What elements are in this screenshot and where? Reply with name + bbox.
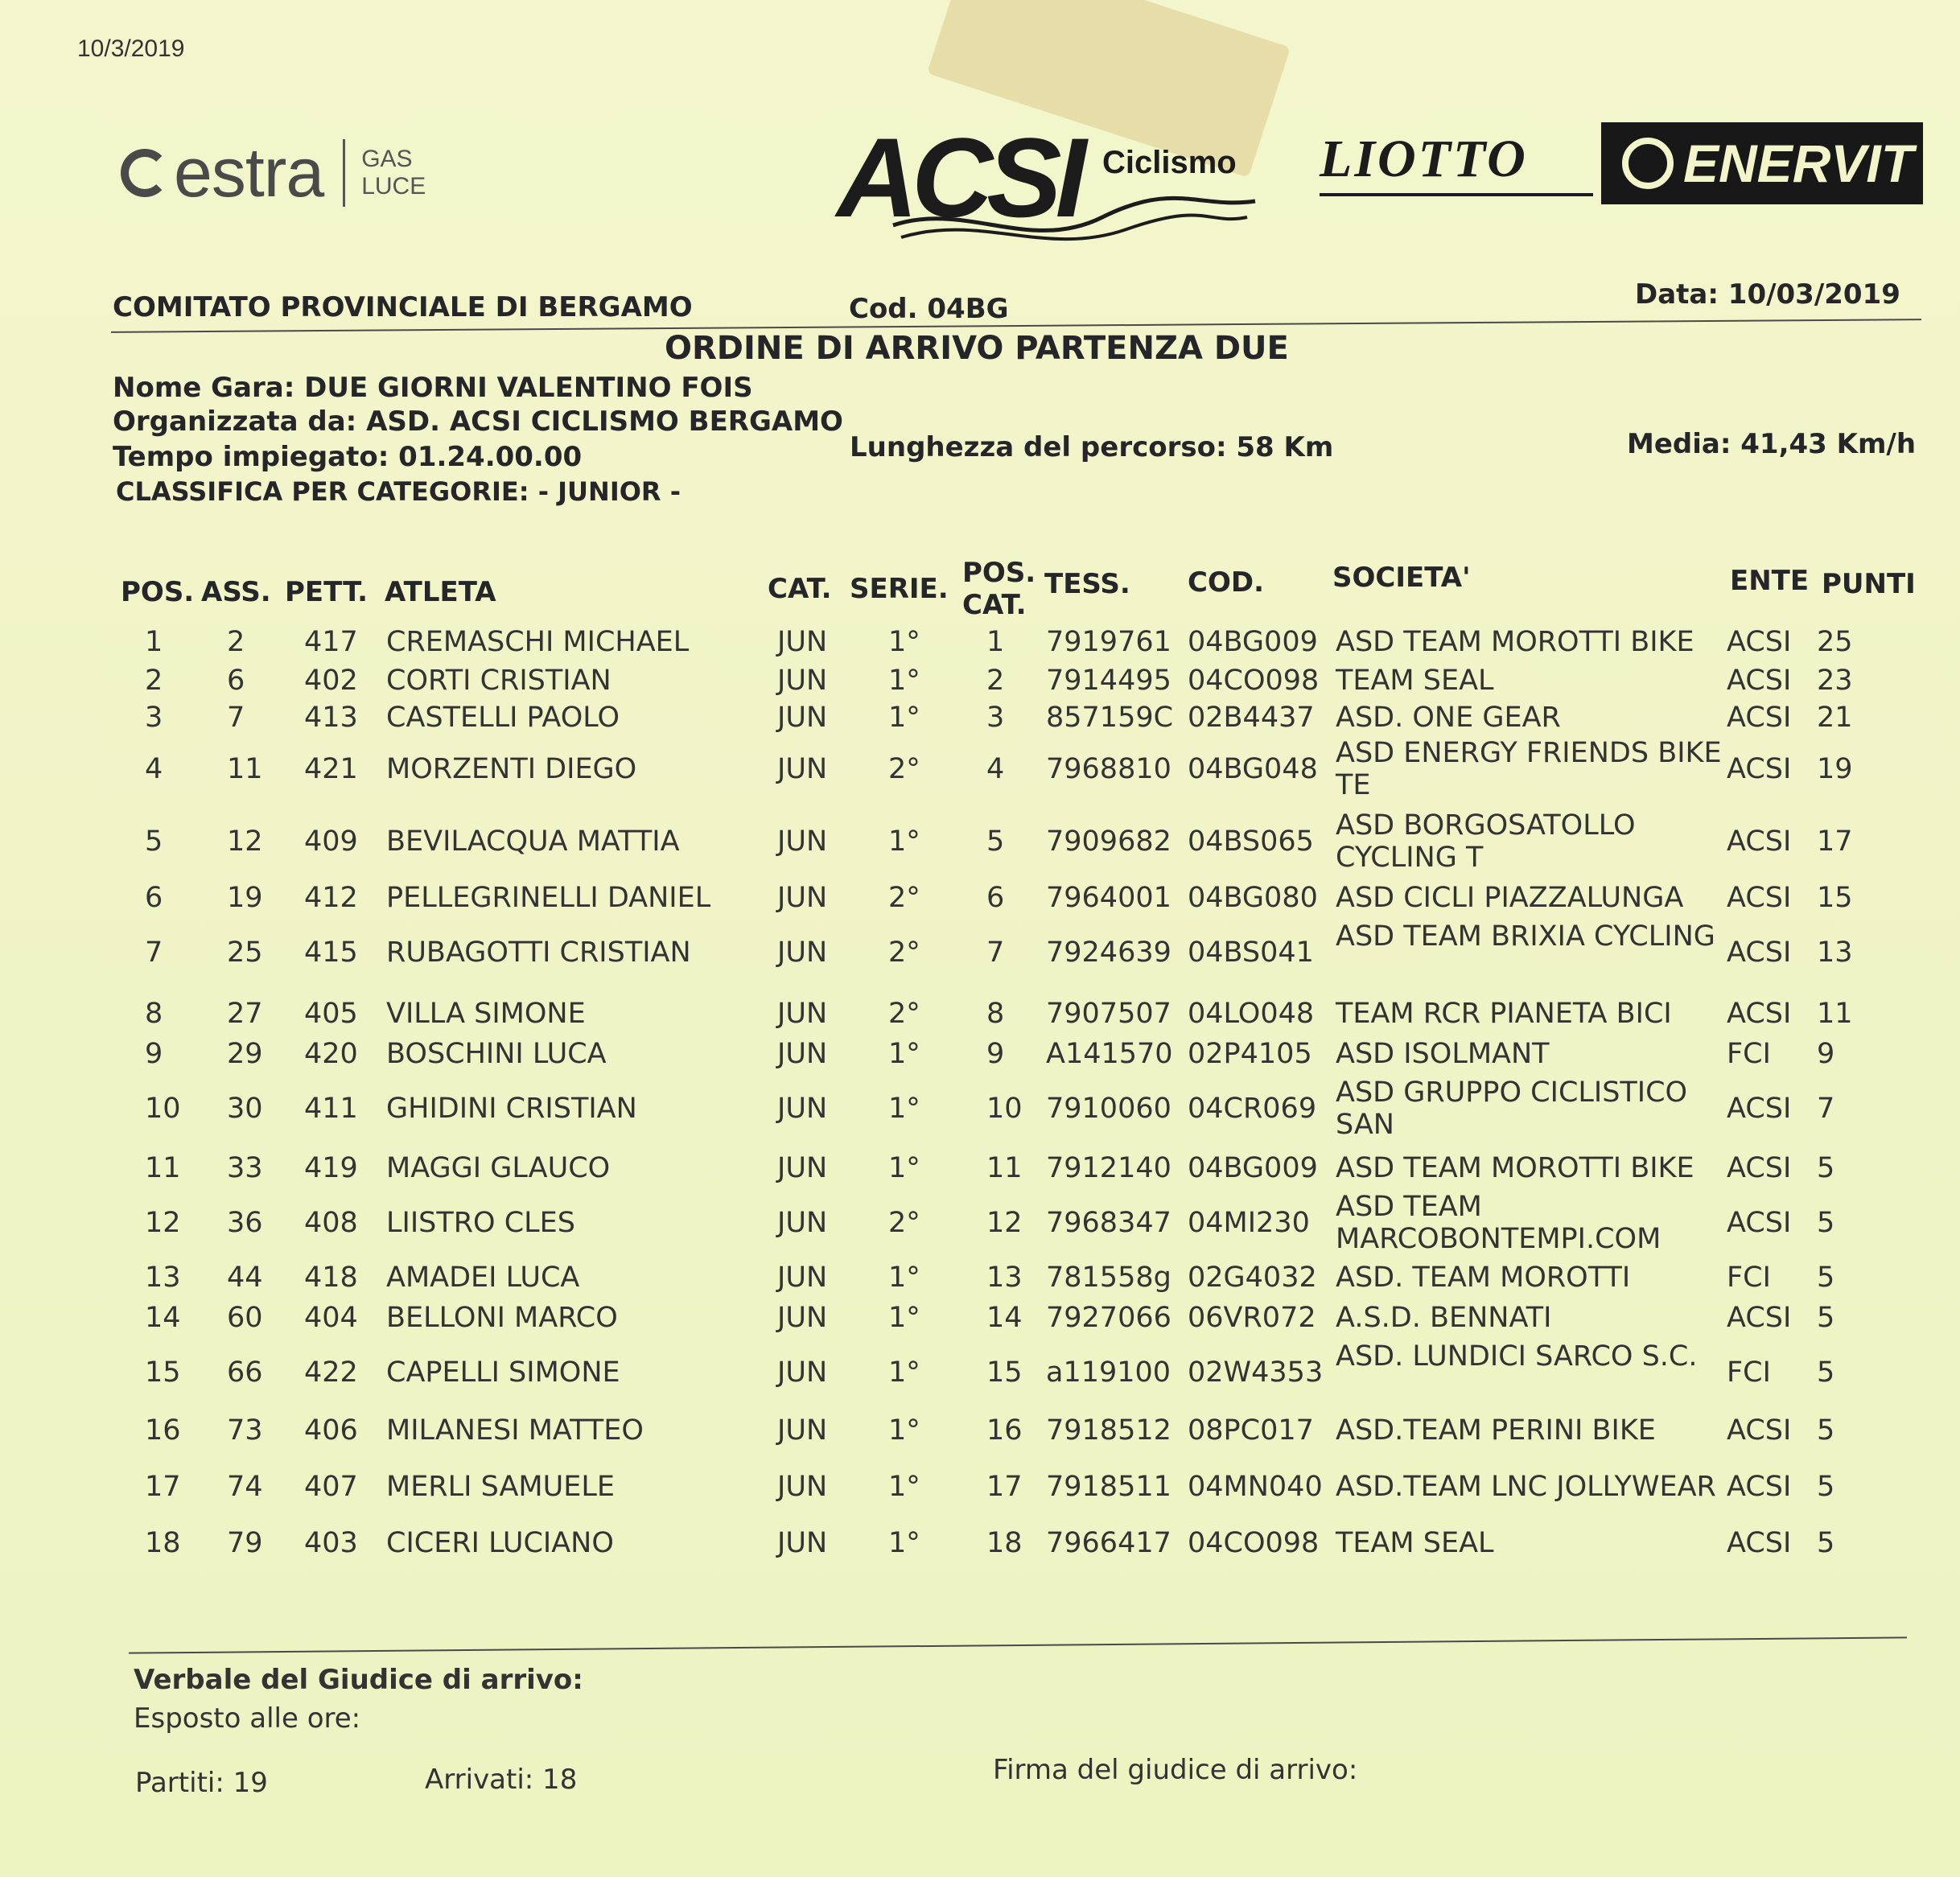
table-row [0, 920, 1960, 1004]
cell-ass: 60 [227, 1302, 263, 1334]
cell-cod: 02P4105 [1188, 1038, 1312, 1070]
cell-ente: ACSI [1727, 825, 1792, 858]
cell-cod: 04BS041 [1188, 936, 1314, 969]
cell-ente: FCI [1727, 1262, 1771, 1294]
cell-ente: ACSI [1727, 665, 1792, 697]
cell-atleta: BEVILACQUA MATTIA [386, 825, 680, 858]
cell-pos-cat: 4 [986, 753, 1005, 785]
cell-pos: 11 [145, 1152, 181, 1184]
cell-pett: 408 [304, 1207, 358, 1239]
cell-pett: 404 [304, 1302, 358, 1334]
col-ass: ASS. [201, 576, 271, 608]
cell-pos: 1 [145, 626, 163, 658]
cell-pett: 412 [304, 882, 358, 914]
cell-pett: 402 [304, 665, 358, 697]
judge-signature-label: Firma del giudice di arrivo: [993, 1754, 1358, 1786]
cell-societa: ASD TEAM MOROTTI BIKE [1336, 626, 1694, 658]
cell-pos: 13 [145, 1262, 181, 1294]
cell-cod: 02B4437 [1188, 702, 1315, 734]
posted-at-label: Esposto alle ore: [134, 1702, 361, 1735]
cell-pos-cat: 12 [986, 1207, 1023, 1239]
cell-pett: 418 [304, 1262, 358, 1294]
starters-count: Partiti: 19 [135, 1767, 268, 1799]
committee-code: Cod. 04BG [849, 293, 1009, 325]
cell-ass: 30 [227, 1093, 263, 1125]
cell-cod: 04BG009 [1188, 626, 1318, 658]
cell-pos: 3 [145, 702, 163, 734]
race-time: Tempo impiegato: 01.24.00.00 [113, 441, 583, 473]
cell-cat: JUN [777, 665, 828, 697]
cell-societa: ASD ISOLMANT [1336, 1038, 1550, 1070]
cell-pett: 406 [304, 1414, 358, 1447]
cell-pos: 6 [145, 882, 163, 914]
cell-tess: 7964001 [1046, 882, 1171, 914]
cell-cat: JUN [777, 1414, 828, 1447]
cell-punti: 5 [1817, 1152, 1835, 1184]
cell-punti: 5 [1817, 1262, 1835, 1294]
col-ente: ENTE [1730, 565, 1810, 597]
cell-ass: 19 [227, 882, 263, 914]
print-date: 10/3/2019 [77, 35, 185, 62]
estra-logo [121, 129, 483, 217]
race-name: Nome Gara: DUE GIORNI VALENTINO FOIS [113, 372, 753, 404]
cell-ass: 27 [227, 998, 263, 1030]
cell-ass: 25 [227, 936, 263, 969]
cell-societa: TEAM SEAL [1336, 665, 1494, 697]
cell-cat: JUN [777, 1038, 828, 1070]
cell-cod: 04BG048 [1188, 753, 1318, 785]
cell-pos-cat: 13 [986, 1262, 1023, 1294]
cell-cat: JUN [777, 825, 828, 858]
race-average: Media: 41,43 Km/h [1627, 428, 1917, 460]
cell-serie: 2° [888, 936, 920, 969]
cell-pos-cat: 16 [986, 1414, 1023, 1447]
cell-cat: JUN [777, 936, 828, 969]
cell-ente: ACSI [1727, 1471, 1792, 1503]
cell-atleta: RUBAGOTTI CRISTIAN [386, 936, 691, 969]
cell-pos: 12 [145, 1207, 181, 1239]
cell-cod: 04BS065 [1188, 825, 1314, 858]
cell-ass: 66 [227, 1356, 263, 1389]
estra-wordmark: estra [174, 134, 324, 212]
cell-ass: 12 [227, 825, 263, 858]
cell-punti: 7 [1817, 1093, 1835, 1125]
cell-serie: 1° [888, 1302, 920, 1334]
cell-serie: 1° [888, 1471, 920, 1503]
cell-ente: ACSI [1727, 882, 1792, 914]
cell-ente: ACSI [1727, 1414, 1792, 1447]
cell-punti: 5 [1817, 1471, 1835, 1503]
cell-cod: 04CO098 [1188, 1527, 1320, 1559]
cell-serie: 1° [888, 1093, 920, 1125]
cell-serie: 2° [888, 1207, 920, 1239]
col-cod: COD. [1188, 566, 1264, 599]
cell-atleta: BOSCHINI LUCA [386, 1038, 607, 1070]
cell-pos-cat: 9 [986, 1038, 1005, 1070]
cell-ass: 74 [227, 1471, 263, 1503]
cell-cat: JUN [777, 1262, 828, 1294]
cell-punti: 25 [1817, 626, 1853, 658]
cell-pos: 5 [145, 825, 163, 858]
cell-pos: 7 [145, 936, 163, 969]
cell-societa: ASD. LUNDICI SARCO S.C. [1336, 1340, 1698, 1373]
cell-tess: 7918512 [1046, 1414, 1171, 1447]
cell-ass: 36 [227, 1207, 263, 1239]
cell-cod: 04MN040 [1188, 1471, 1323, 1503]
cell-ente: ACSI [1727, 1093, 1792, 1125]
cell-atleta: CREMASCHI MICHAEL [386, 626, 690, 658]
cell-serie: 1° [888, 1414, 920, 1447]
cell-societa: ASD CICLI PIAZZALUNGA [1336, 882, 1684, 914]
cell-cod: 04MI230 [1188, 1207, 1310, 1239]
cell-serie: 1° [888, 665, 920, 697]
sheet-date: Data: 10/03/2019 [1635, 278, 1900, 311]
cell-punti: 17 [1817, 825, 1853, 858]
cell-ente: ACSI [1727, 998, 1792, 1030]
cell-cod: 04BG009 [1188, 1152, 1318, 1184]
cell-punti: 5 [1817, 1207, 1835, 1239]
race-length: Lunghezza del percorso: 58 Km [850, 431, 1334, 463]
cell-tess: 7919761 [1046, 626, 1171, 658]
acsi-logo [821, 113, 1271, 249]
cell-ente: FCI [1727, 1356, 1771, 1389]
cell-tess: 7918511 [1046, 1471, 1171, 1503]
cell-pett: 422 [304, 1356, 358, 1389]
cell-cod: 06VR072 [1188, 1302, 1316, 1334]
cell-pos: 14 [145, 1302, 181, 1334]
enervit-logo [1601, 122, 1923, 204]
cell-pett: 419 [304, 1152, 358, 1184]
cell-pos: 16 [145, 1414, 181, 1447]
cell-ente: ACSI [1727, 626, 1792, 658]
cell-serie: 1° [888, 1152, 920, 1184]
cell-pos-cat: 3 [986, 702, 1005, 734]
cell-serie: 2° [888, 882, 920, 914]
cell-ente: ACSI [1727, 1302, 1792, 1334]
cell-punti: 19 [1817, 753, 1853, 785]
cell-pos-cat: 14 [986, 1302, 1023, 1334]
col-pos-cat-bottom: CAT. [962, 589, 1027, 621]
cell-pos-cat: 2 [986, 665, 1005, 697]
cell-pett: 420 [304, 1038, 358, 1070]
cell-tess: 7909682 [1046, 825, 1171, 858]
cell-serie: 1° [888, 825, 920, 858]
acsi-swirl-icon [821, 113, 1271, 249]
cell-atleta: CICERI LUCIANO [386, 1527, 614, 1559]
col-pett: PETT. [285, 576, 369, 608]
cell-atleta: MILANESI MATTEO [386, 1414, 644, 1447]
cell-serie: 1° [888, 1262, 920, 1294]
estra-subtitle [361, 146, 426, 200]
cell-serie: 2° [888, 998, 920, 1030]
cell-tess: 7924639 [1046, 936, 1171, 969]
cell-societa: ASD. ONE GEAR [1336, 702, 1561, 734]
cell-atleta: VILLA SIMONE [386, 998, 586, 1030]
cell-cod: 02W4353 [1188, 1356, 1324, 1389]
cell-pos: 18 [145, 1527, 181, 1559]
cell-punti: 5 [1817, 1302, 1835, 1334]
cell-societa: ASD TEAM MARCOBONTEMPI.COM [1336, 1191, 1661, 1255]
cell-cat: JUN [777, 753, 828, 785]
col-tess: TESS. [1044, 568, 1130, 600]
cell-pett: 417 [304, 626, 358, 658]
estra-mark-icon [121, 149, 169, 197]
cell-tess: 7968347 [1046, 1207, 1171, 1239]
cell-ass: 6 [227, 665, 245, 697]
cell-tess: 7910060 [1046, 1093, 1171, 1125]
cell-cat: JUN [777, 1207, 828, 1239]
race-organizer: Organizzata da: ASD. ACSI CICLISMO BERGAMO [113, 405, 843, 438]
cell-cat: JUN [777, 882, 828, 914]
cell-pos-cat: 6 [986, 882, 1005, 914]
footer-rule [129, 1636, 1907, 1653]
cell-ass: 73 [227, 1414, 263, 1447]
cell-serie: 1° [888, 1527, 920, 1559]
cell-ente: ACSI [1727, 702, 1792, 734]
cell-societa: TEAM RCR PIANETA BICI [1336, 998, 1672, 1030]
race-classification: CLASSIFICA PER CATEGORIE: - JUNIOR - [116, 476, 681, 507]
committee-name: COMITATO PROVINCIALE DI BERGAMO [113, 291, 693, 323]
cell-punti: 21 [1817, 702, 1853, 734]
cell-cat: JUN [777, 1302, 828, 1334]
cell-ass: 29 [227, 1038, 263, 1070]
cell-pos-cat: 8 [986, 998, 1005, 1030]
cell-pos-cat: 1 [986, 626, 1005, 658]
cell-pos: 10 [145, 1093, 181, 1125]
col-serie: SERIE. [850, 573, 949, 605]
cell-pett: 413 [304, 702, 358, 734]
acsi-subtitle: Ciclismo [1102, 145, 1237, 180]
cell-tess: a119100 [1046, 1356, 1171, 1389]
cell-ass: 44 [227, 1262, 263, 1294]
cell-societa: A.S.D. BENNATI [1336, 1302, 1552, 1334]
cell-ass: 2 [227, 626, 245, 658]
cell-atleta: PELLEGRINELLI DANIEL [386, 882, 711, 914]
cell-pos: 9 [145, 1038, 163, 1070]
liotto-logo: LIOTTO [1320, 129, 1593, 196]
table-row [0, 1076, 1960, 1160]
cell-ente: ACSI [1727, 753, 1792, 785]
cell-serie: 1° [888, 1038, 920, 1070]
col-societa: SOCIETA' [1332, 562, 1471, 594]
cell-societa: ASD BORGOSATOLLO CYCLING T [1336, 809, 1636, 874]
cell-cod: 04LO048 [1188, 998, 1315, 1030]
cell-cat: JUN [777, 1093, 828, 1125]
cell-ente: FCI [1727, 1038, 1771, 1070]
cell-cat: JUN [777, 626, 828, 658]
cell-pos: 8 [145, 998, 163, 1030]
cell-cat: JUN [777, 1356, 828, 1389]
col-pos: POS. [121, 576, 195, 608]
cell-pos-cat: 18 [986, 1527, 1023, 1559]
cell-ass: 7 [227, 702, 245, 734]
cell-atleta: CORTI CRISTIAN [386, 665, 611, 697]
cell-societa: ASD TEAM MOROTTI BIKE [1336, 1152, 1694, 1184]
cell-tess: 857159C [1046, 702, 1174, 734]
cell-atleta: MAGGI GLAUCO [386, 1152, 611, 1184]
cell-punti: 5 [1817, 1414, 1835, 1447]
cell-pett: 405 [304, 998, 358, 1030]
cell-societa: ASD.TEAM LNC JOLLYWEAR [1336, 1471, 1716, 1503]
cell-punti: 9 [1817, 1038, 1835, 1070]
col-atleta: ATLETA [385, 576, 496, 608]
cell-punti: 5 [1817, 1356, 1835, 1389]
cell-pos-cat: 11 [986, 1152, 1023, 1184]
cell-ass: 11 [227, 753, 263, 785]
cell-pos: 17 [145, 1471, 181, 1503]
estra-sub-gas: GAS [361, 146, 413, 172]
cell-serie: 1° [888, 626, 920, 658]
cell-pett: 407 [304, 1471, 358, 1503]
cell-ente: ACSI [1727, 1152, 1792, 1184]
cell-cod: 02G4032 [1188, 1262, 1317, 1294]
cell-atleta: CASTELLI PAOLO [386, 702, 620, 734]
cell-cod: 04CO098 [1188, 665, 1320, 697]
cell-pett: 403 [304, 1527, 358, 1559]
finishers-count: Arrivati: 18 [425, 1764, 578, 1796]
cell-punti: 13 [1817, 936, 1853, 969]
col-cat: CAT. [768, 573, 832, 605]
cell-punti: 23 [1817, 665, 1853, 697]
cell-cat: JUN [777, 1152, 828, 1184]
cell-societa: ASD GRUPPO CICLISTICO SAN [1336, 1076, 1688, 1141]
acsi-wordmark: ACSI [837, 114, 1081, 241]
cell-pos-cat: 5 [986, 825, 1005, 858]
cell-cod: 04CR069 [1188, 1093, 1317, 1125]
sheet-title: ORDINE DI ARRIVO PARTENZA DUE [665, 330, 1289, 367]
cell-tess: 7907507 [1046, 998, 1171, 1030]
cell-cat: JUN [777, 1471, 828, 1503]
cell-pos: 4 [145, 753, 163, 785]
estra-sub-luce: LUCE [361, 173, 426, 200]
cell-societa: ASD ENERGY FRIENDS BIKE TE [1336, 737, 1722, 801]
enervit-mark-icon [1622, 138, 1674, 189]
cell-pett: 421 [304, 753, 358, 785]
cell-societa: TEAM SEAL [1336, 1527, 1494, 1559]
cell-atleta: LIISTRO CLES [386, 1207, 576, 1239]
cell-ente: ACSI [1727, 1207, 1792, 1239]
cell-serie: 1° [888, 1356, 920, 1389]
cell-tess: A141570 [1046, 1038, 1173, 1070]
cell-societa: ASD.TEAM PERINI BIKE [1336, 1414, 1656, 1447]
cell-ass: 33 [227, 1152, 263, 1184]
enervit-wordmark: ENERVIT [1683, 134, 1914, 193]
cell-pos: 2 [145, 665, 163, 697]
cell-atleta: MERLI SAMUELE [386, 1471, 615, 1503]
cell-tess: 781558g [1046, 1262, 1171, 1294]
cell-tess: 7966417 [1046, 1527, 1171, 1559]
cell-atleta: CAPELLI SIMONE [386, 1356, 620, 1389]
cell-cod: 04BG080 [1188, 882, 1318, 914]
cell-atleta: BELLONI MARCO [386, 1302, 618, 1334]
cell-societa: ASD. TEAM MOROTTI [1336, 1262, 1631, 1294]
cell-ass: 79 [227, 1527, 263, 1559]
cell-tess: 7912140 [1046, 1152, 1171, 1184]
col-pos-cat-top: POS. [962, 557, 1036, 589]
cell-pett: 411 [304, 1093, 358, 1125]
logo-divider [343, 139, 345, 207]
cell-pett: 415 [304, 936, 358, 969]
cell-ente: ACSI [1727, 936, 1792, 969]
cell-pos: 15 [145, 1356, 181, 1389]
cell-pos-cat: 10 [986, 1093, 1023, 1125]
cell-cat: JUN [777, 702, 828, 734]
cell-punti: 5 [1817, 1527, 1835, 1559]
cell-cod: 08PC017 [1188, 1414, 1314, 1447]
judge-report-heading: Verbale del Giudice di arrivo: [134, 1664, 583, 1696]
cell-punti: 15 [1817, 882, 1853, 914]
cell-punti: 11 [1817, 998, 1853, 1030]
cell-societa: ASD TEAM BRIXIA CYCLING [1336, 920, 1715, 953]
cell-pos-cat: 17 [986, 1471, 1023, 1503]
table-row [0, 1527, 1960, 1595]
cell-atleta: MORZENTI DIEGO [386, 753, 637, 785]
cell-tess: 7968810 [1046, 753, 1171, 785]
cell-serie: 1° [888, 702, 920, 734]
cell-pos-cat: 15 [986, 1356, 1023, 1389]
col-punti: PUNTI [1822, 568, 1916, 600]
cell-atleta: AMADEI LUCA [386, 1262, 580, 1294]
cell-pos-cat: 7 [986, 936, 1005, 969]
cell-tess: 7914495 [1046, 665, 1171, 697]
cell-pett: 409 [304, 825, 358, 858]
cell-atleta: GHIDINI CRISTIAN [386, 1093, 637, 1125]
cell-cat: JUN [777, 1527, 828, 1559]
cell-tess: 7927066 [1046, 1302, 1171, 1334]
cell-serie: 2° [888, 753, 920, 785]
cell-cat: JUN [777, 998, 828, 1030]
cell-ente: ACSI [1727, 1527, 1792, 1559]
